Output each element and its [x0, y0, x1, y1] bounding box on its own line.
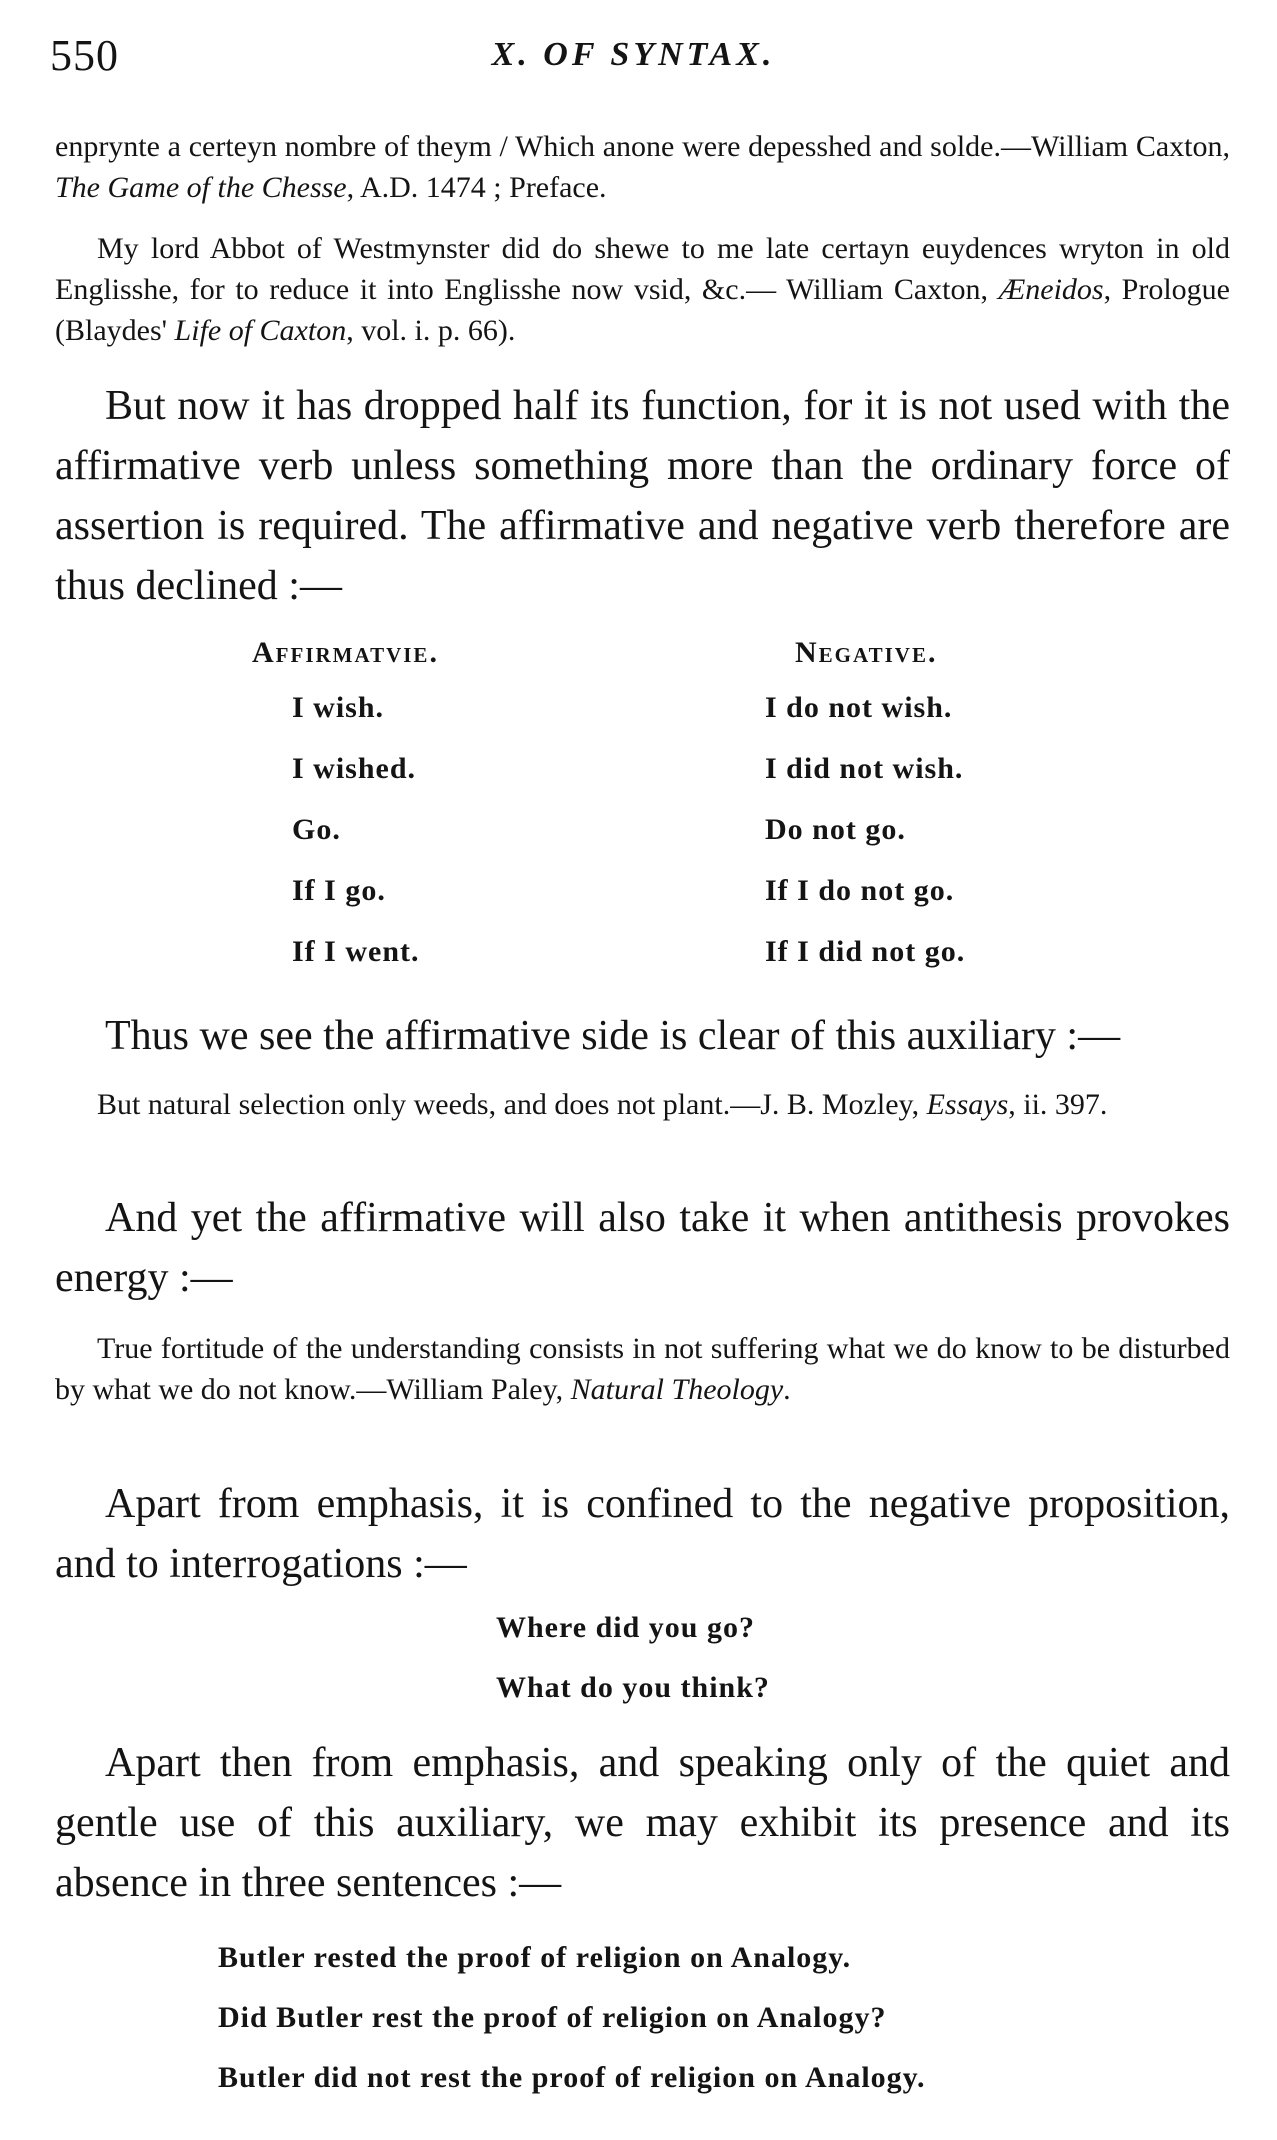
body-paragraph: Thus we see the affirmative side is clear of this auxiliary :—	[105, 1013, 1121, 1059]
table-cell: If I do not go.	[765, 874, 955, 907]
example-line: Did Butler rest the proof of religion on Analogy?	[218, 2001, 887, 2034]
page-header	[50, 30, 1217, 90]
body-paragraph: Apart then from emphasis, and speaking only of the quiet and gentle use of this auxiliary, we may exhibit its presence and its absence in three sentences :—	[55, 1740, 1230, 1906]
example-line: Where did you go?	[496, 1611, 755, 1644]
quote-text: True fortitude of the understanding consists in not suffering what we do know to be disturbed by what we do not know.—William Paley,	[55, 1332, 1230, 1406]
page-number: 550	[50, 31, 119, 80]
paragraph-emphasis	[55, 1474, 1230, 1594]
quote-citation: , ii. 397.	[1008, 1088, 1108, 1121]
work-title: Life of Caxton	[174, 314, 347, 347]
body-paragraph: And yet the affirmative will also take it when antithesis provokes energy :—	[55, 1195, 1230, 1301]
body-paragraph: But now it has dropped half its function, for it is not used with the affirmative verb unless something more than the ordinary force of assertion is required. The affirmative and negative verb therefore are thus declined :—	[55, 383, 1230, 609]
affirmative-column	[252, 636, 439, 989]
interrogation-examples	[496, 1598, 770, 1718]
quote-caxton-chesse	[55, 126, 1230, 208]
work-title: Natural Theology	[570, 1373, 784, 1406]
quote-citation: , A.D. 1474 ; Preface.	[346, 171, 607, 204]
quote-text: But natural selection only weeds, and does not plant.—J. B. Mozley,	[97, 1088, 927, 1121]
quote-citation: , vol. i. p. 66).	[346, 314, 516, 347]
work-title: Æneidos	[998, 273, 1104, 306]
three-sentences	[218, 1928, 926, 2108]
paragraph-auxiliary	[55, 1006, 1230, 1066]
table-cell: I do not wish.	[765, 691, 953, 724]
quote-paley	[55, 1328, 1230, 1410]
work-title: Essays	[926, 1088, 1009, 1121]
declension-table	[0, 636, 1277, 968]
quote-mozley	[55, 1084, 1230, 1125]
negative-heading: Negative.	[795, 636, 938, 669]
quote-text: enprynte a certeyn nombre of theym / Which anone were depesshed and solde.—William Caxton,	[55, 130, 1230, 163]
example-line: What do you think?	[496, 1671, 770, 1704]
affirmative-heading: Affirmatvie.	[252, 636, 439, 669]
work-title: The Game of the Chesse	[55, 171, 347, 204]
table-cell: If I go.	[292, 874, 386, 907]
table-cell: I wish.	[292, 691, 385, 724]
paragraph-antithesis	[55, 1188, 1230, 1308]
quote-citation: .	[783, 1373, 791, 1406]
quote-caxton-eneidos	[55, 228, 1230, 351]
table-cell: Do not go.	[765, 813, 906, 846]
table-cell: Go.	[292, 813, 341, 846]
example-line: Butler rested the proof of religion on Analogy.	[218, 1941, 852, 1974]
table-cell: If I went.	[292, 935, 420, 968]
table-cell: I did not wish.	[765, 752, 964, 785]
table-cell: I wished.	[292, 752, 417, 785]
quote-citation: , Prologue (Blaydes'	[55, 273, 1230, 347]
body-paragraph: Apart from emphasis, it is confined to the negative proposition, and to interrogations :—	[55, 1481, 1230, 1587]
example-line: Butler did not rest the proof of religion on Analogy.	[218, 2061, 926, 2094]
quote-text: My lord Abbot of Westmynster did do shewe to me late certayn euydences wryton in old Englisshe, for to reduce it into Englisshe now vsid, &c.— William Caxton,	[55, 232, 1230, 306]
table-cell: If I did not go.	[765, 935, 966, 968]
paragraph-function	[55, 376, 1230, 616]
running-head: X. OF SYNTAX.	[491, 36, 776, 73]
paragraph-quiet-use	[55, 1733, 1230, 1913]
negative-column	[765, 636, 966, 989]
